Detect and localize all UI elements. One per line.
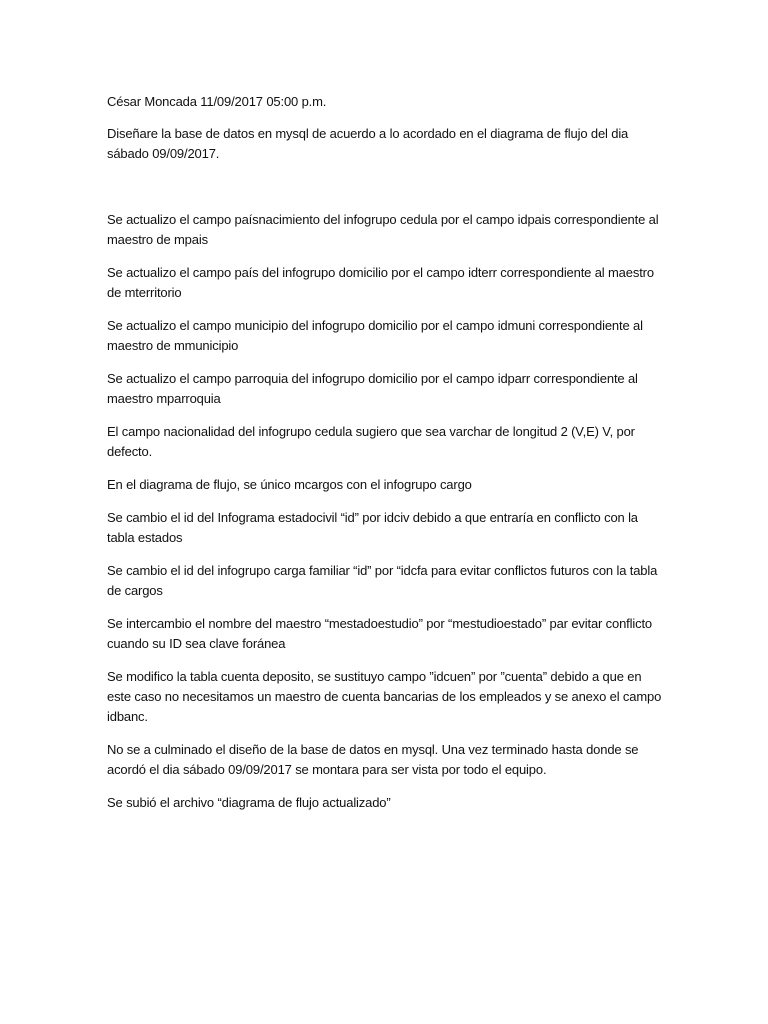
paragraph-paisnacimiento: Se actualizo el campo paísnacimiento del infogrupo cedula por el campo idpais correspondiente al maestro de mpais [107, 212, 659, 247]
paragraph-archivo: Se subió el archivo “diagrama de flujo actualizado” [107, 795, 391, 810]
paragraph-mestadoestudio: Se intercambio el nombre del maestro “mestadoestudio” por “mestudioestado” par evitar conflicto cuando su ID sea clave foránea [107, 616, 653, 651]
paragraph-mcargos: En el diagrama de flujo, se único mcargos con el infogrupo cargo [107, 477, 472, 492]
paragraph-culminado: No se a culminado el diseño de la base de datos en mysql. Una vez terminado hasta donde se acordó el dia sábado 09/09/2017 se montara para ser vista por todo el equipo. [107, 742, 639, 777]
paragraph-cuenta-deposito: Se modifico la tabla cuenta deposito, se sustituyo campo ”idcuen” por ”cuenta” debido a que en este caso no necesitamos un maestro de cuenta bancarias de los empleados y se anexo el campo idbanc. [107, 669, 662, 724]
paragraph-carga-familiar: Se cambio el id del infogrupo carga familiar “id” por “idcfa para evitar conflictos futuros con la tabla de cargos [107, 563, 658, 598]
intro-paragraph: Diseñare la base de datos en mysql de acuerdo a lo acordado en el diagrama de flujo del dia sábado 09/09/2017. [107, 126, 629, 161]
paragraph-municipio: Se actualizo el campo municipio del infogrupo domicilio por el campo idmuni correspondiente al maestro de mmunicipio [107, 318, 643, 353]
document-header: César Moncada 11/09/2017 05:00 p.m. [107, 94, 327, 109]
document-body [107, 92, 667, 826]
paragraph-pais-domicilio: Se actualizo el campo país del infogrupo domicilio por el campo idterr correspondiente al maestro de mterritorio [107, 265, 654, 300]
paragraph-estadocivil: Se cambio el id del Infograma estadocivil “id” por idciv debido a que entraría en conflicto con la tabla estados [107, 510, 638, 545]
paragraph-nacionalidad: El campo nacionalidad del infogrupo cedula sugiero que sea varchar de longitud 2 (V,E) V, por defecto. [107, 424, 635, 459]
paragraph-parroquia: Se actualizo el campo parroquia del infogrupo domicilio por el campo idparr correspondiente al maestro mparroquia [107, 371, 638, 406]
